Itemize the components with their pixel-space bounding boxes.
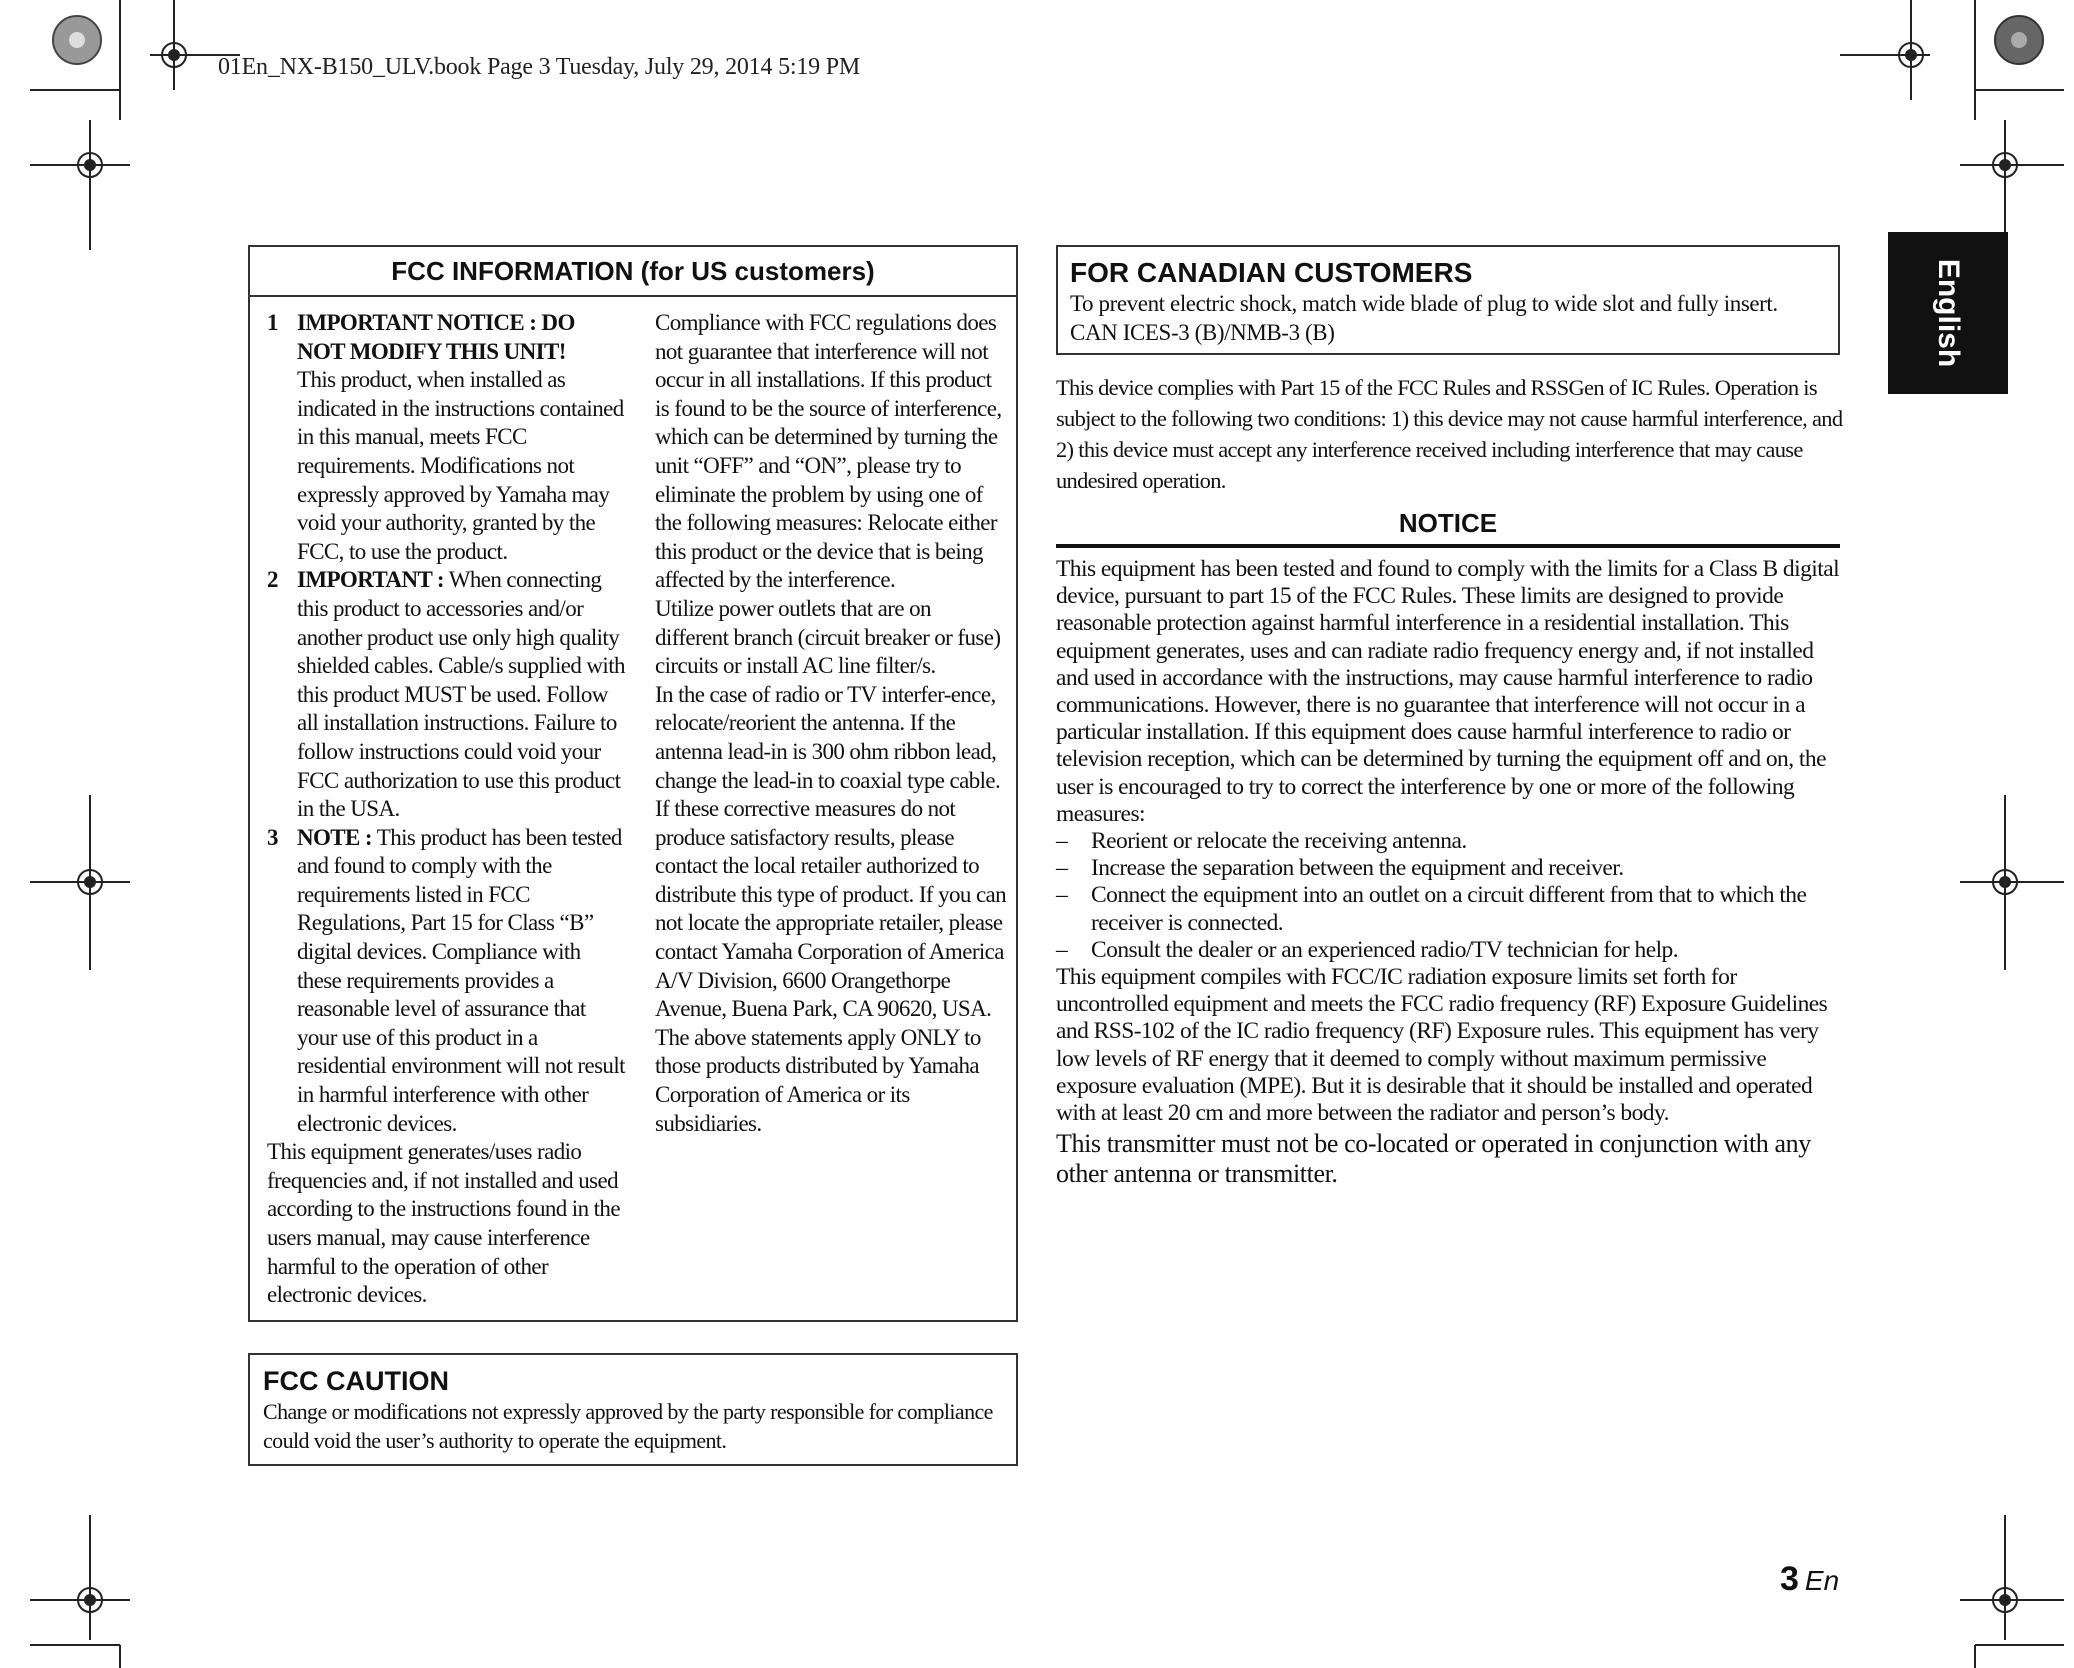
dash-bullet: – [1056, 828, 1068, 855]
notice-intro: This equipment has been tested and found to comply with the limits for a Class B digital device, pursuant to part 15 of the FCC Rules. These limits are designed to provide reasonable protection against harmful interference in a residential installation. This equipment generates, uses and can radiate radio frequency energy and, if not installed and used in accordance with the instructions, may cause harmful interference to radio communications. However, there is no guarantee that interference will not occur in a particular installation. If this equipment does cause harmful interference to radio or television reception, which can be determined by turning the equipment off and on, the user is encouraged to try to correct the interference by one or more of the following measures: [1056, 556, 1840, 827]
dash-bullet: – [1056, 882, 1068, 909]
notice-measure-text: Reorient or relocate the receiving antenna. [1091, 828, 1467, 855]
fcc-caution-text: Change or modifications not expressly approved by the party responsible for compliance could void the user’s authority to operate the equipment. [263, 1399, 993, 1453]
notice-divider [1056, 544, 1840, 548]
notice-measure [1056, 828, 1846, 855]
transmitter-statement: This transmitter must not be co-located or operated in conjunction with any other antenna or transmitter. [1056, 1129, 1811, 1189]
notice-measure [1056, 937, 1846, 964]
fcc-item-text: This product has been tested and found to comply with the requirements listed in FCC Regulations, Part 15 for Class “B” digital devices. Compliance with these requirements provides a reasonable level of assurance that your use of this product in a residential environment will not result in harmful interference with other electronic devices. [297, 824, 625, 1136]
notice-measure-text: Consult the dealer or an experienced radio/TV technician for help. [1091, 936, 1679, 963]
canadian-customers-title: FOR CANADIAN CUSTOMERS [1070, 257, 1473, 288]
dash-bullet: – [1056, 936, 1068, 963]
fcc-information-left-column [267, 309, 627, 1310]
dash-bullet: – [1056, 855, 1068, 882]
fcc-information-title: FCC INFORMATION (for US customers) [250, 247, 1016, 297]
language-tab [1888, 232, 2008, 394]
fcc-caution-title: FCC CAUTION [263, 1366, 449, 1396]
fcc-item-heading: NOTE : [297, 824, 372, 850]
fcc-item-2 [267, 566, 627, 823]
fcc-right-paragraph: In the case of radio or TV interfer-ence, relocate/reorient the antenna. If the antenna lead-in is 300 ohm ribbon lead, change the lead-in to coaxial type cable. [655, 681, 1001, 793]
fcc-item-text: When connecting this product to accessories and/or another product use only high quality shielded cables. Cable/s supplied with this product MUST be used. Follow all installation instructions. Failure to follow instructions could void your FCC authorization to use this product in the USA. [297, 567, 625, 822]
language-tab-label: English [1932, 258, 1965, 368]
fcc-item-heading: IMPORTANT NOTICE : DO NOT MODIFY THIS UNIT! [297, 310, 575, 364]
notice-measure [1056, 855, 1846, 882]
fcc-right-paragraph: Utilize power outlets that are on different branch (circuit breaker or fuse) circuits or install AC line filter/s. [655, 595, 1001, 679]
fcc-closing-paragraph: This equipment generates/uses radio frequencies and, if not installed and used according to the instructions found in the users manual, may cause interference harmful to the operation of other electronic devices. [267, 1139, 620, 1308]
page-language-suffix: En [1804, 1565, 1840, 1596]
fcc-right-paragraph: If these corrective measures do not produce satisfactory results, please contact the local retailer authorized to distribute this type of product. If you can not locate the appropriate retailer, please contact Yamaha Corporation of America A/V Division, 6600 Orangethorpe Avenue, Buena Park, CA 90620, USA. [655, 796, 1007, 1022]
fcc-item-3 [267, 824, 627, 1139]
notice-heading: NOTICE [1398, 508, 1498, 538]
fcc-item-number: 1 [267, 310, 278, 335]
fcc-information-right-column [655, 309, 1007, 1138]
fcc-item-number: 2 [267, 567, 278, 593]
notice-measure [1056, 882, 1846, 936]
fcc-item-text: This product, when installed as indicated in the instructions contained in this manual, meets FCC requirements. Modifications not expressly approved by Yamaha may void your authority, granted by the FCC, to use the product. [297, 367, 624, 564]
fcc-caution-box [248, 1353, 1018, 1466]
fcc-item-heading: IMPORTANT : [297, 567, 444, 593]
fcc-information-box [248, 245, 1018, 1322]
device-compliance-statement: This device complies with Part 15 of the FCC Rules and RSSGen of IC Rules. Operation is subject to the following two conditions: 1) this device may not cause harmful interference, and 2) this device must accept any interference received including interference that may cause undesired operation. [1056, 375, 1843, 493]
canadian-ices-code: CAN ICES-3 (B)/NMB-3 (B) [1070, 320, 1335, 345]
page-number-value: 3 [1780, 1560, 1799, 1598]
notice-measure-text: Increase the separation between the equipment and receiver. [1091, 855, 1624, 882]
fcc-item-1 [267, 309, 627, 566]
print-slug-line: 01En_NX-B150_ULV.book Page 3 Tuesday, July 29, 2014 5:19 PM [218, 54, 861, 80]
page-number [1780, 1560, 1839, 1599]
canadian-customers-box [1056, 245, 1840, 355]
fcc-right-paragraph: The above statements apply ONLY to those products distributed by Yamaha Corporation of America or its subsidiaries. [655, 1024, 981, 1136]
fcc-right-paragraph: Compliance with FCC regulations does not guarantee that interference will not occur in all installations. If this product is found to be the source of interference, which can be determined by turning the unit “OFF” and “ON”, please try to eliminate the problem by using one of the following measures: Relocate either this product or the device that is being affected by the interference. [655, 310, 1002, 593]
notice-measure-text: Connect the equipment into an outlet on a circuit different from that to which the receiver is connected. [1091, 882, 1807, 936]
fcc-item-number: 3 [267, 824, 278, 850]
rf-exposure-statement: This equipment compiles with FCC/IC radiation exposure limits set forth for uncontrolled equipment and meets the FCC radio frequency (RF) Exposure Guidelines and RSS-102 of the IC radio frequency (RF) Exposure rules. This equipment has very low levels of RF energy that it deemed to comply without maximum permissive exposure evaluation (MPE). But it is desirable that it should be installed and operated with at least 20 cm and more between the radiator and person’s body. [1056, 964, 1828, 1127]
notice-body [1056, 556, 1846, 1189]
canadian-plug-instruction: To prevent electric shock, match wide blade of plug to wide slot and fully insert. [1070, 291, 1778, 316]
